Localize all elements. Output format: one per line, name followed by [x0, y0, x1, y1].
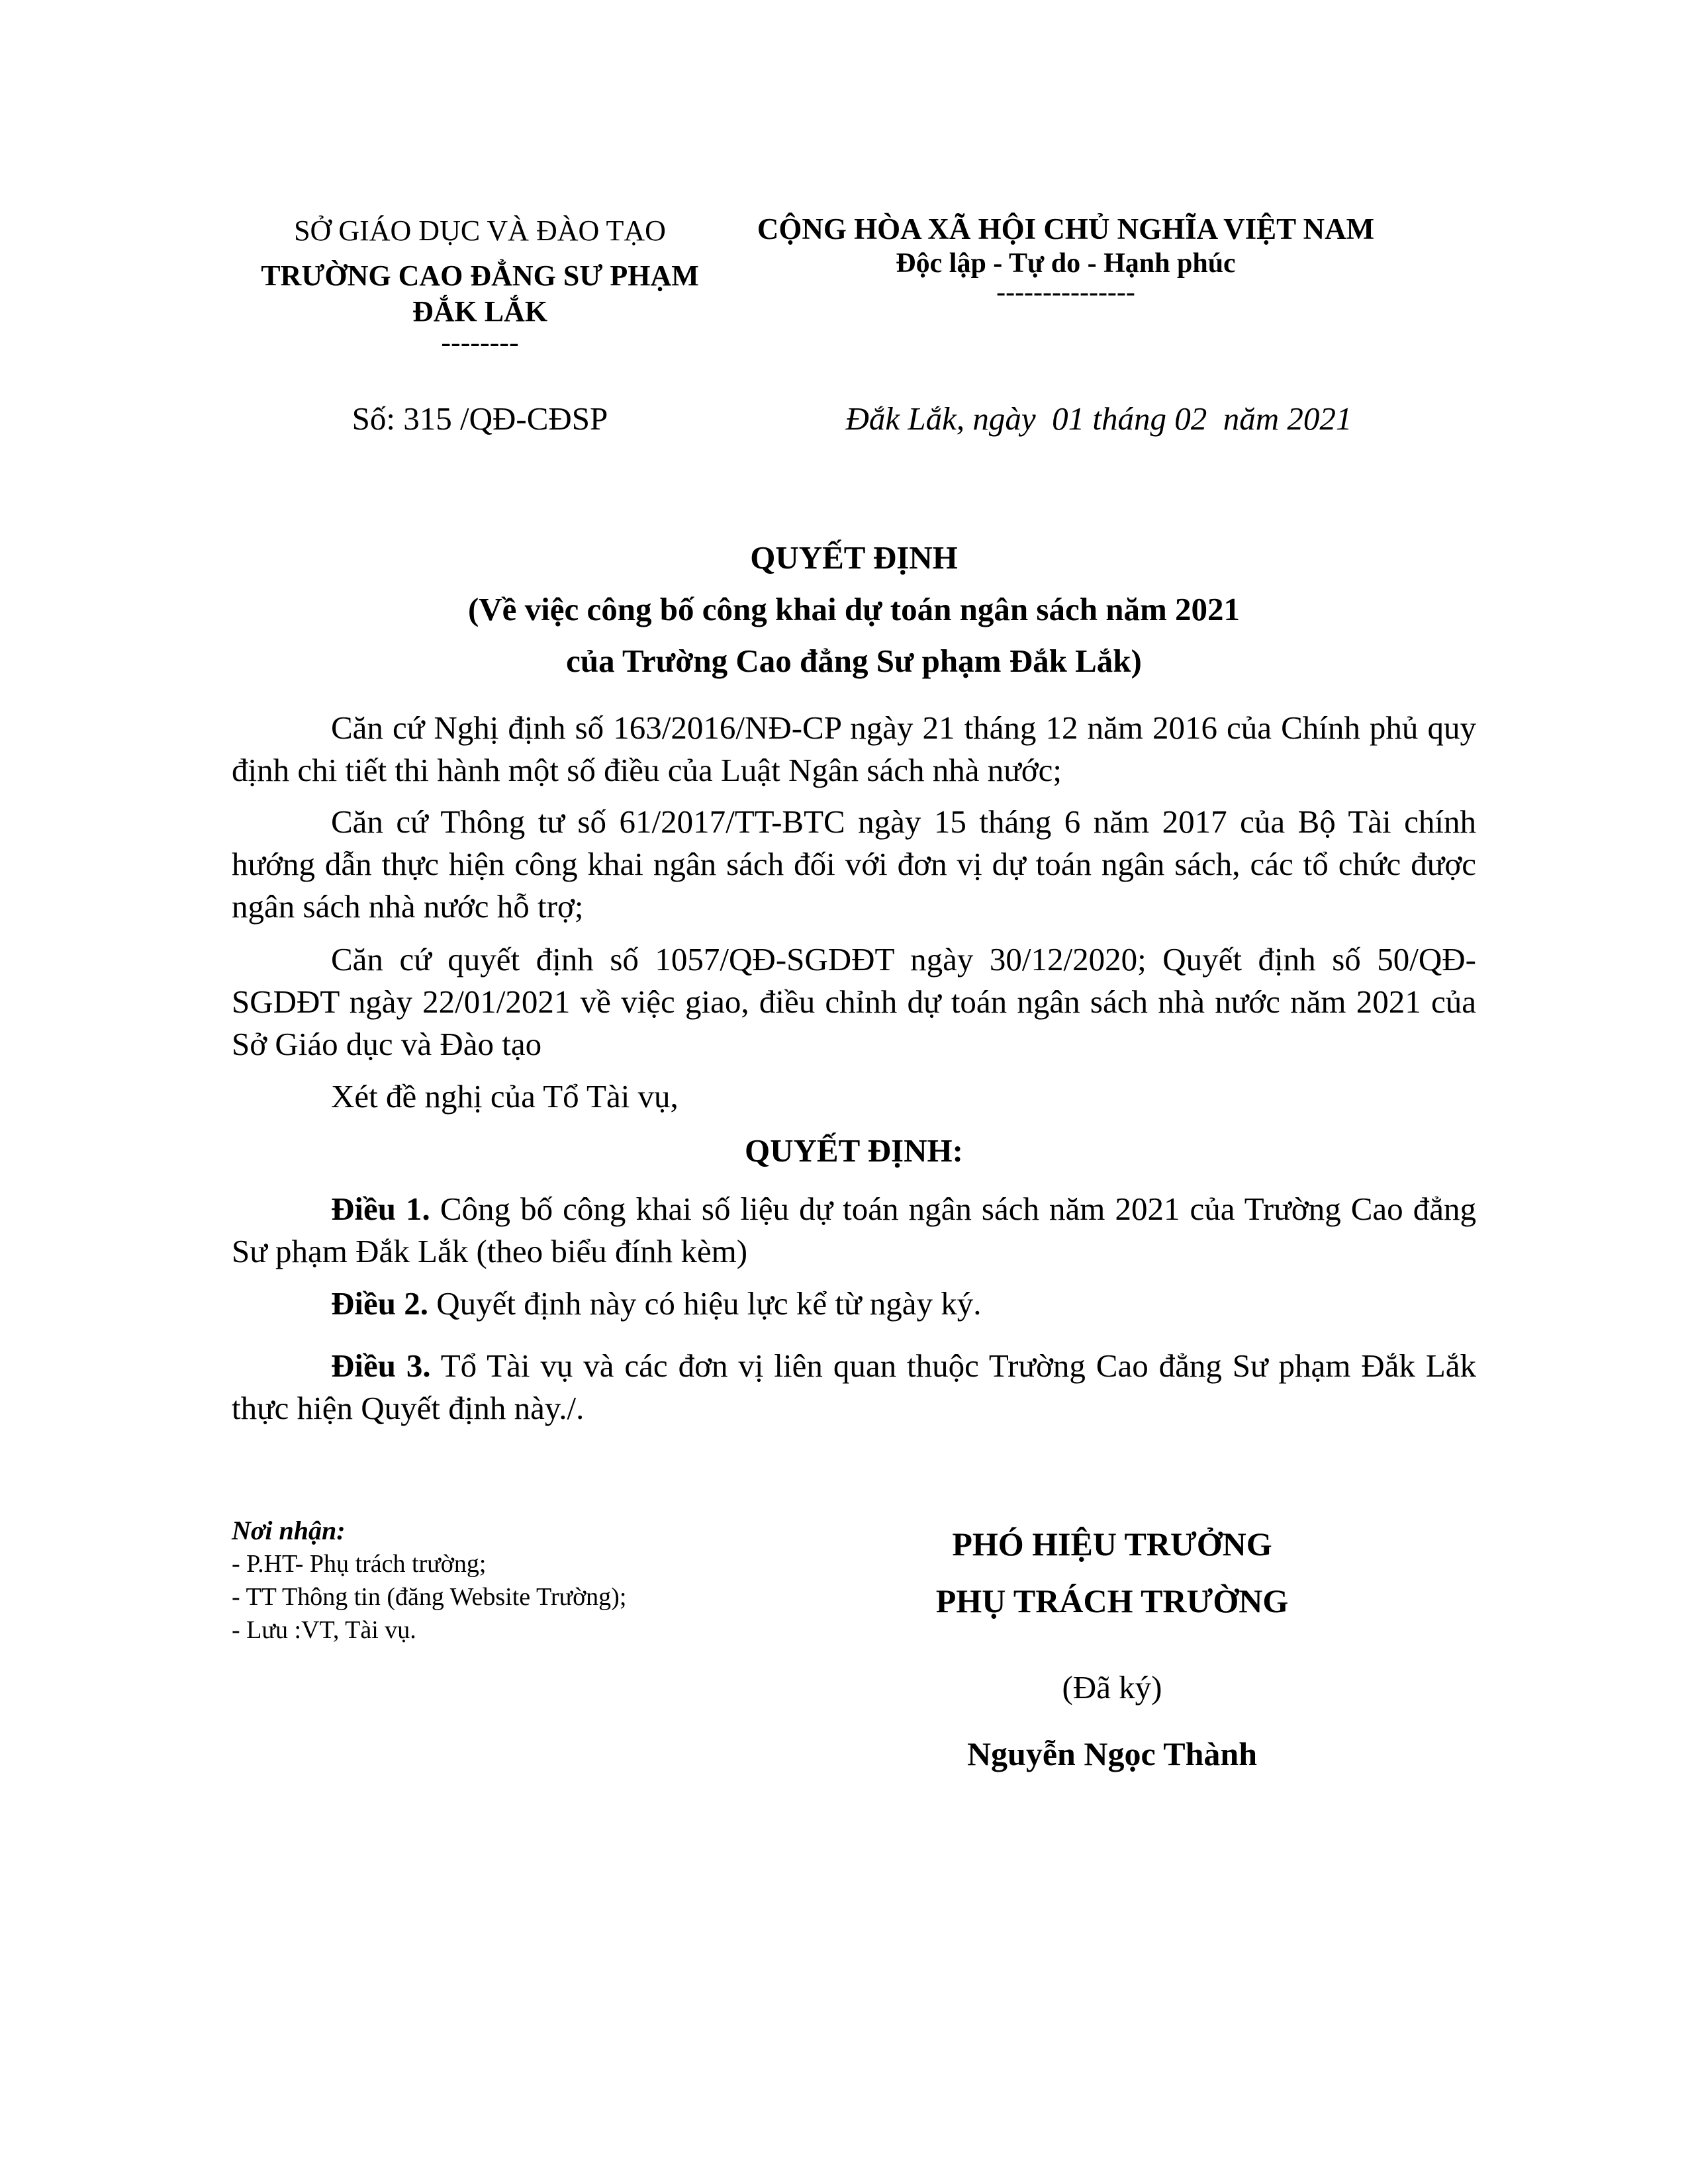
place-date: Đắk Lắk, ngày 01 tháng 02 năm 2021	[845, 400, 1352, 437]
basis-paragraph-3: Căn cứ quyết định số 1057/QĐ-SGDĐT ngày 30/12/2020; Quyết định số 50/QĐ-SGDĐT ngày 22/01/2021 về việc giao, điều chỉnh dự toán ngân sách nhà nước năm 2021 của Sở Giáo dục và Đào tạo	[232, 941, 1476, 1062]
signed-note: (Đã ký)	[1062, 1669, 1162, 1706]
header-left	[218, 213, 741, 359]
article-1-label: Điều 1.	[331, 1191, 430, 1227]
signer-name: Nguyễn Ngọc Thành	[966, 1735, 1258, 1772]
signer-title-line2: PHỤ TRÁCH TRƯỜNG	[935, 1582, 1289, 1619]
article-2-text: Quyết định này có hiệu lực kể từ ngày ký.	[428, 1285, 982, 1322]
article-1-text: Công bố công khai số liệu dự toán ngân sách năm 2021 của Trường Cao đẳng Sư phạm Đắk Lắk (theo biểu đính kèm)	[232, 1191, 1476, 1269]
header-left-divider: --------	[441, 326, 519, 359]
school-name-line1: TRƯỜNG CAO ĐẲNG SƯ PHẠM	[261, 259, 699, 292]
decision-title: QUYẾT ĐỊNH	[750, 539, 958, 576]
header-right	[735, 210, 1397, 306]
school-name-line2: ĐẮK LẮK	[412, 295, 548, 328]
article-1	[232, 1188, 1476, 1273]
title-block	[232, 532, 1476, 687]
decide-heading: QUYẾT ĐỊNH:	[745, 1132, 963, 1169]
signer-title-line1: PHÓ HIỆU TRƯỞNG	[952, 1525, 1272, 1563]
article-3	[232, 1345, 1476, 1430]
article-2-label: Điều 2.	[331, 1285, 428, 1322]
article-3-text: Tổ Tài vụ và các đơn vị liên quan thuộc Trường Cao đẳng Sư phạm Đắk Lắk thực hiện Quyết định này./.	[232, 1347, 1477, 1426]
article-2	[232, 1283, 1476, 1325]
recipient-item: - P.HT- Phụ trách trường;	[232, 1550, 487, 1578]
recipient-item: - Lưu :VT, Tài vụ.	[232, 1616, 416, 1644]
header-right-divider: ---------------	[996, 277, 1135, 308]
basis-paragraph-1: Căn cứ Nghị định số 163/2016/NĐ-CP ngày 21 tháng 12 năm 2016 của Chính phủ quy định chi tiết thi hành một số điều của Luật Ngân sách nhà nước;	[232, 709, 1476, 788]
proposal-paragraph: Xét đề nghị của Tổ Tài vụ,	[331, 1078, 679, 1115]
national-motto: Độc lập - Tự do - Hạnh phúc	[896, 248, 1236, 279]
recipients-label: Nơi nhận:	[232, 1516, 346, 1545]
document-number: Số: 315 /QĐ-CĐSP	[352, 400, 608, 437]
basis-paragraph-2: Căn cứ Thông tư số 61/2017/TT-BTC ngày 15 tháng 6 năm 2017 của Bộ Tài chính hướng dẫn thực hiện công khai ngân sách đối với đơn vị dự toán ngân sách, các tổ chức được ngân sách nhà nước hỗ trợ;	[232, 803, 1476, 925]
article-3-label: Điều 3.	[331, 1347, 431, 1384]
recipients-block	[232, 1514, 827, 1647]
signature-block	[814, 1516, 1410, 1774]
decision-subject-line1: (Về việc công bố công khai dự toán ngân sách năm 2021	[467, 591, 1241, 627]
recipient-item: - TT Thông tin (đăng Website Trường);	[232, 1583, 627, 1611]
decision-subject-line2: của Trường Cao đẳng Sư phạm Đắk Lắk)	[566, 643, 1142, 679]
ministry-name: SỞ GIÁO DỤC VÀ ĐÀO TẠO	[294, 214, 666, 247]
nation-name: CỘNG HÒA XÃ HỘI CHỦ NGHĨA VIỆT NAM	[757, 212, 1375, 246]
